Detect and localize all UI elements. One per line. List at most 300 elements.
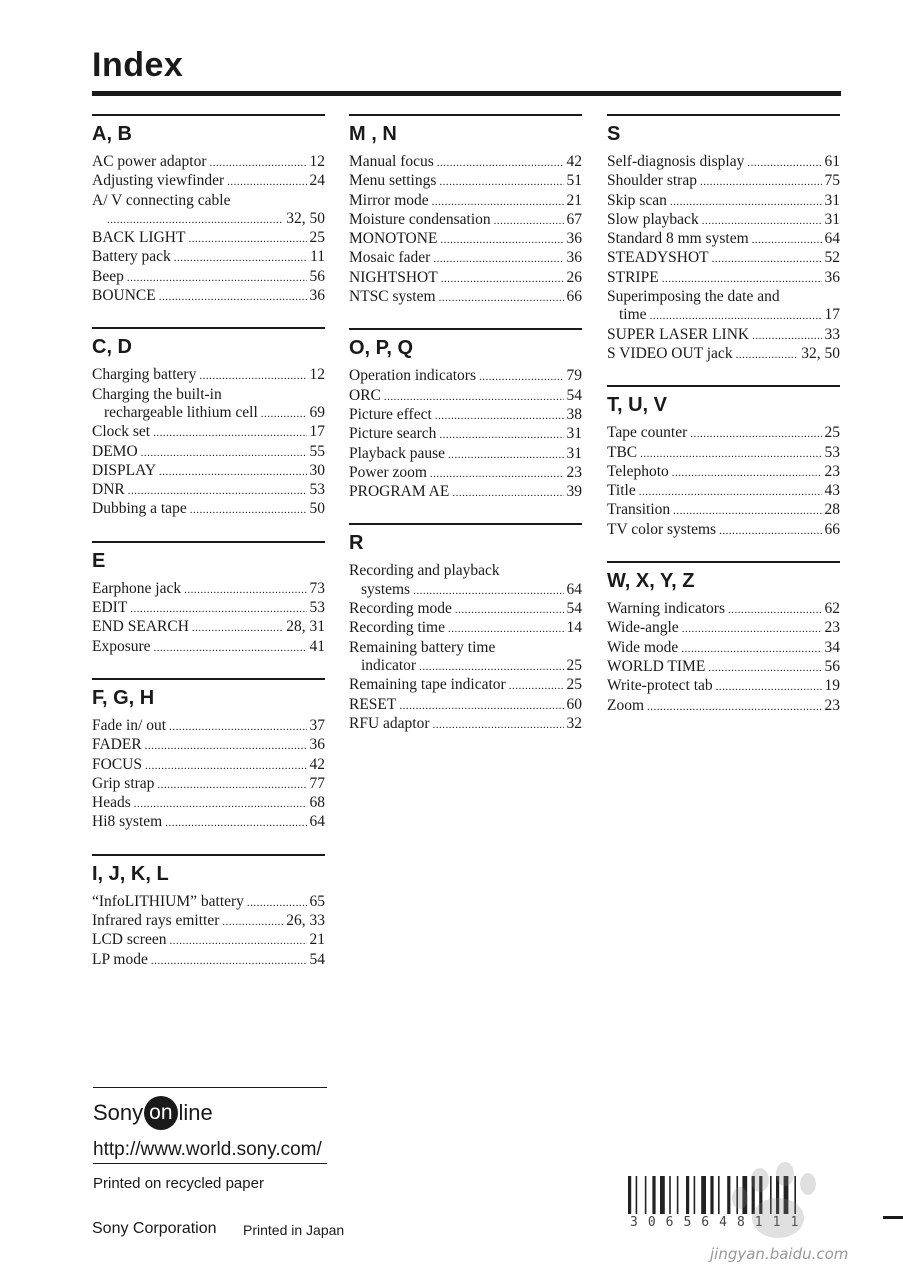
entry-page: 67 xyxy=(566,210,582,228)
entry-page: 25 xyxy=(566,676,582,694)
dot-leader xyxy=(165,814,306,832)
entry-term: Title xyxy=(607,482,636,500)
section-heading: A, B xyxy=(92,123,132,145)
index-entry xyxy=(92,618,325,637)
dot-leader xyxy=(153,424,306,442)
dot-leader xyxy=(479,368,564,386)
entry-term: MONOTONE xyxy=(349,230,438,248)
entry-page: 54 xyxy=(566,600,582,618)
dot-leader xyxy=(455,601,564,619)
dot-leader xyxy=(192,619,283,637)
dot-leader xyxy=(151,952,307,970)
entry-term: Warning indicators xyxy=(607,600,725,618)
index-section xyxy=(92,678,325,833)
entry-term: Beep xyxy=(92,267,124,285)
index-entry xyxy=(607,306,840,325)
index-entry xyxy=(349,581,582,600)
entry-page: 77 xyxy=(309,774,325,792)
index-entry xyxy=(92,404,325,423)
dot-leader xyxy=(712,250,822,268)
index-entry xyxy=(349,600,582,619)
dot-leader xyxy=(399,697,563,715)
dot-leader xyxy=(437,154,564,172)
dot-leader xyxy=(728,601,822,619)
dot-leader xyxy=(452,484,563,502)
barcode-bar xyxy=(694,1176,696,1214)
index-entry xyxy=(92,717,325,736)
dot-leader xyxy=(439,173,563,191)
index-entry xyxy=(607,619,840,638)
entry-page: 28 xyxy=(824,501,840,519)
entry-term: A/ V connecting cable xyxy=(92,191,231,209)
index-entry xyxy=(349,639,582,657)
index-entry xyxy=(607,600,840,619)
brand-on-circle: on xyxy=(144,1096,177,1130)
entry-term: systems xyxy=(361,580,411,598)
entry-term: Battery pack xyxy=(92,248,171,266)
index-entry xyxy=(349,288,582,307)
index-entry xyxy=(92,192,325,210)
entry-page: 75 xyxy=(824,172,840,190)
index-entry xyxy=(92,229,325,248)
dot-leader xyxy=(413,582,563,600)
dot-leader xyxy=(128,482,307,500)
entry-term: Operation indicators xyxy=(349,367,476,385)
entry-page: 51 xyxy=(566,172,582,190)
index-entry xyxy=(349,153,582,172)
index-entry xyxy=(92,500,325,519)
section-heading: T, U, V xyxy=(607,394,668,417)
entry-term: STRIPE xyxy=(607,268,659,286)
dot-leader xyxy=(682,620,822,638)
dot-leader xyxy=(199,367,306,385)
entry-term: Fade in/ out xyxy=(92,716,167,734)
entry-term: Earphone jack xyxy=(92,579,182,597)
entry-term: RFU adaptor xyxy=(349,714,430,732)
entry-page: 53 xyxy=(309,481,325,499)
index-entry xyxy=(607,288,840,306)
index-entry xyxy=(349,406,582,425)
entry-term: Dubbing a tape xyxy=(92,500,187,518)
index-entry xyxy=(607,444,840,463)
entry-page: 23 xyxy=(824,696,840,714)
entry-page: 25 xyxy=(566,656,582,674)
entry-term: Heads xyxy=(92,794,131,812)
section-heading: I, J, K, L xyxy=(92,862,169,885)
entry-page: 33 xyxy=(824,325,840,343)
entry-page: 52 xyxy=(824,249,840,267)
entry-page: 42 xyxy=(309,755,325,773)
section-heading: O, P, Q xyxy=(349,337,414,360)
dot-leader xyxy=(190,501,307,519)
entry-term: Playback pause xyxy=(349,444,445,462)
dot-leader xyxy=(509,677,564,695)
dot-leader xyxy=(134,795,307,813)
index-entry xyxy=(607,153,840,172)
section-heading: R xyxy=(349,532,364,555)
paw-watermark-icon xyxy=(700,1150,860,1260)
entry-page: 36 xyxy=(566,230,582,248)
index-section xyxy=(607,561,840,716)
entry-page: 36 xyxy=(824,268,840,286)
footer-rule-top xyxy=(93,1087,327,1088)
index-entry xyxy=(92,794,325,813)
entry-page: 14 xyxy=(566,619,582,637)
entry-page: 37 xyxy=(309,716,325,734)
dot-leader xyxy=(247,894,307,912)
index-entry xyxy=(92,736,325,755)
dot-leader xyxy=(188,230,306,248)
entry-term: rechargeable lithium cell xyxy=(104,403,258,421)
index-entry xyxy=(349,676,582,695)
index-entry xyxy=(92,366,325,385)
index-section xyxy=(92,854,325,970)
section-heading: W, X, Y, Z xyxy=(607,570,695,593)
entry-term: Transition xyxy=(607,501,671,519)
dot-leader xyxy=(673,502,821,520)
section-heading: F, G, H xyxy=(92,686,155,709)
entry-page: 60 xyxy=(566,695,582,713)
printed-in: Printed in Japan xyxy=(243,1222,345,1238)
entry-page: 54 xyxy=(566,386,582,404)
entry-term: STEADYSHOT xyxy=(607,249,709,267)
index-section xyxy=(92,541,325,657)
dot-leader xyxy=(227,173,306,191)
entry-page: 42 xyxy=(566,153,582,170)
entry-term: RESET xyxy=(349,695,397,713)
entry-page: 54 xyxy=(309,950,325,968)
entry-term: indicator xyxy=(361,656,417,674)
index-entry xyxy=(92,268,325,287)
index-entry xyxy=(607,697,840,716)
entry-page: 53 xyxy=(309,599,325,617)
dot-leader xyxy=(210,154,307,172)
dot-leader xyxy=(752,327,821,345)
section-heading: E xyxy=(92,549,106,572)
entry-term: S VIDEO OUT jack xyxy=(607,344,733,362)
entry-term: WORLD TIME xyxy=(607,657,706,675)
index-section xyxy=(349,328,582,502)
sony-online-logo xyxy=(93,1096,213,1130)
entry-page: 36 xyxy=(566,249,582,267)
dot-leader xyxy=(439,289,564,307)
entry-term: Remaining battery time xyxy=(349,638,496,656)
index-entry xyxy=(92,599,325,618)
entry-page: 31 xyxy=(824,210,840,228)
dot-leader xyxy=(448,620,564,638)
section-heading: M , N xyxy=(349,123,397,145)
entry-term: Mosaic fader xyxy=(349,249,431,267)
barcode-bar xyxy=(636,1176,638,1214)
entry-page: 66 xyxy=(824,520,840,538)
entry-term: Wide-angle xyxy=(607,619,679,637)
entry-page: 64 xyxy=(824,230,840,248)
index-entry xyxy=(607,521,840,540)
index-section xyxy=(92,327,325,519)
entry-term: PROGRAM AE xyxy=(349,483,450,501)
dot-leader xyxy=(650,307,822,325)
corporation-name: Sony Corporation xyxy=(92,1220,217,1237)
index-entry xyxy=(92,172,325,191)
dot-leader xyxy=(432,193,564,211)
dot-leader xyxy=(736,346,799,364)
index-entry xyxy=(607,639,840,658)
dot-leader xyxy=(184,581,306,599)
dot-leader xyxy=(169,718,306,736)
dot-leader xyxy=(174,249,307,267)
dot-leader xyxy=(430,465,564,483)
entry-term: Telephoto xyxy=(607,462,669,480)
entry-term: END SEARCH xyxy=(92,618,189,636)
section-heading: C, D xyxy=(92,336,132,359)
entry-page: 64 xyxy=(566,580,582,598)
dot-leader xyxy=(681,640,821,658)
entry-term: Zoom xyxy=(607,696,645,714)
barcode-bar xyxy=(686,1176,689,1214)
entry-page: 12 xyxy=(309,153,325,170)
entry-term: Clock set xyxy=(92,423,151,441)
entry-page: 68 xyxy=(309,794,325,812)
entry-page: 11 xyxy=(310,248,325,266)
entry-page: 23 xyxy=(566,463,582,481)
entry-page: 23 xyxy=(824,462,840,480)
entry-term: “InfoLITHIUM” battery xyxy=(92,892,244,910)
entry-term: Remaining tape indicator xyxy=(349,676,506,694)
entry-term: LCD screen xyxy=(92,931,167,949)
index-entry xyxy=(607,463,840,482)
entry-term: Slow playback xyxy=(607,210,699,228)
page-title: Index xyxy=(92,46,184,84)
index-entry xyxy=(349,483,582,502)
entry-page: 64 xyxy=(309,813,325,831)
entry-page: 39 xyxy=(566,483,582,501)
entry-page: 17 xyxy=(824,306,840,324)
dot-leader xyxy=(154,639,307,657)
entry-page: 23 xyxy=(824,619,840,637)
entry-page: 66 xyxy=(566,288,582,306)
dot-leader xyxy=(494,212,564,230)
entry-page: 73 xyxy=(309,579,325,597)
brand-sony: Sony xyxy=(93,1100,144,1125)
index-entry xyxy=(92,443,325,462)
dot-leader xyxy=(435,407,564,425)
index-section xyxy=(349,114,582,307)
entry-page: 53 xyxy=(824,443,840,461)
entry-term: Write-protect tab xyxy=(607,677,713,695)
entry-page: 41 xyxy=(309,637,325,655)
index-section xyxy=(92,114,325,306)
watermark-text: jingyan.baidu.com xyxy=(710,1245,849,1263)
index-entry xyxy=(92,462,325,481)
index-entry xyxy=(607,269,840,288)
section-heading: S xyxy=(607,123,621,145)
index-entry xyxy=(349,230,582,249)
index-column-2 xyxy=(349,114,582,755)
dot-leader xyxy=(433,250,563,268)
index-entry xyxy=(607,658,840,677)
index-column-3 xyxy=(607,114,840,737)
dot-leader xyxy=(157,776,306,794)
index-entry xyxy=(349,562,582,580)
entry-page: 25 xyxy=(824,424,840,442)
index-entry xyxy=(92,638,325,657)
index-entry xyxy=(92,931,325,950)
entry-term: Self-diagnosis display xyxy=(607,153,745,170)
barcode-bar xyxy=(677,1176,679,1214)
entry-term: Grip strap xyxy=(92,774,155,792)
entry-term: Hi8 system xyxy=(92,813,163,831)
entry-page: 26, 33 xyxy=(286,912,325,930)
index-entry xyxy=(349,192,582,211)
barcode-bar xyxy=(669,1176,671,1214)
entry-term: Picture effect xyxy=(349,405,432,423)
brand-line: line xyxy=(178,1100,213,1125)
entry-term: AC power adaptor xyxy=(92,153,207,170)
index-entry xyxy=(349,464,582,483)
entry-term: Recording mode xyxy=(349,600,452,618)
entry-term: Infrared rays emitter xyxy=(92,912,220,930)
index-entry xyxy=(92,481,325,500)
index-entry xyxy=(349,211,582,230)
entry-page: 31 xyxy=(566,444,582,462)
entry-page: 43 xyxy=(824,482,840,500)
dot-leader xyxy=(640,445,821,463)
entry-page: 55 xyxy=(309,442,325,460)
dot-leader xyxy=(708,659,821,677)
index-entry xyxy=(607,482,840,501)
entry-page: 32, 50 xyxy=(801,344,840,362)
entry-page: 56 xyxy=(309,267,325,285)
edge-mark xyxy=(883,1216,903,1219)
dot-leader xyxy=(702,212,822,230)
entry-page: 34 xyxy=(824,638,840,656)
dot-leader xyxy=(752,231,822,249)
index-entry xyxy=(349,619,582,638)
entry-page: 26 xyxy=(566,268,582,286)
index-entry xyxy=(607,192,840,211)
entry-term: Superimposing the date and xyxy=(607,288,780,306)
index-entry xyxy=(349,715,582,734)
dot-leader xyxy=(441,270,564,288)
dot-leader xyxy=(145,757,307,775)
index-column-1 xyxy=(92,114,325,991)
entry-page: 61 xyxy=(824,153,840,170)
entry-page: 32, 50 xyxy=(286,209,325,227)
index-entry xyxy=(607,249,840,268)
index-entry xyxy=(607,345,840,364)
barcode-digits: 3065648111 xyxy=(630,1215,809,1230)
index-entry xyxy=(92,423,325,442)
entry-term: Mirror mode xyxy=(349,191,429,209)
index-section xyxy=(349,523,582,734)
entry-page: 32 xyxy=(566,714,582,732)
index-entry xyxy=(92,756,325,775)
entry-page: 28, 31 xyxy=(286,618,325,636)
barcode-bar xyxy=(660,1176,665,1214)
entry-page: 38 xyxy=(566,405,582,423)
index-entry xyxy=(607,230,840,249)
index-entry xyxy=(92,813,325,832)
entry-page: 62 xyxy=(824,600,840,618)
entry-page: 17 xyxy=(309,423,325,441)
entry-term: NIGHTSHOT xyxy=(349,268,438,286)
entry-term: Adjusting viewfinder xyxy=(92,172,225,190)
dot-leader xyxy=(719,522,821,540)
index-entry xyxy=(607,677,840,696)
entry-page: 31 xyxy=(566,425,582,443)
entry-term: Picture search xyxy=(349,425,437,443)
dot-leader xyxy=(747,154,821,172)
index-entry xyxy=(349,445,582,464)
entry-page: 12 xyxy=(309,366,325,384)
title-rule xyxy=(92,91,841,96)
entry-page: 56 xyxy=(824,657,840,675)
entry-page: 69 xyxy=(309,403,325,421)
dot-leader xyxy=(141,444,307,462)
dot-leader xyxy=(433,716,564,734)
entry-page: 36 xyxy=(309,287,325,305)
index-entry xyxy=(92,210,325,229)
index-entry xyxy=(349,249,582,268)
index-entry xyxy=(607,211,840,230)
index-entry xyxy=(607,424,840,443)
index-entry xyxy=(92,580,325,599)
dot-leader xyxy=(145,737,307,755)
entry-page: 30 xyxy=(309,461,325,479)
dot-leader xyxy=(127,269,307,287)
index-entry xyxy=(92,951,325,970)
dot-leader xyxy=(159,463,306,481)
index-entry xyxy=(349,657,582,676)
dot-leader xyxy=(690,425,821,443)
entry-term: BOUNCE xyxy=(92,287,156,305)
entry-page: 31 xyxy=(824,191,840,209)
dot-leader xyxy=(419,658,563,676)
dot-leader xyxy=(169,932,306,950)
entry-term: LP mode xyxy=(92,950,148,968)
entry-term: Charging battery xyxy=(92,366,197,384)
index-entry xyxy=(92,287,325,306)
entry-term: time xyxy=(619,306,647,324)
entry-term: Standard 8 mm system xyxy=(607,230,749,248)
entry-term: ORC xyxy=(349,386,381,404)
dot-leader xyxy=(384,388,564,406)
dot-leader xyxy=(716,678,822,696)
entry-page: 19 xyxy=(824,677,840,695)
entry-term: TV color systems xyxy=(607,520,717,538)
entry-term: FADER xyxy=(92,736,142,754)
entry-term: Wide mode xyxy=(607,638,679,656)
index-entry xyxy=(92,893,325,912)
entry-term: Tape counter xyxy=(607,424,688,442)
index-entry xyxy=(92,775,325,794)
entry-term: Power zoom xyxy=(349,463,427,481)
entry-term: DISPLAY xyxy=(92,461,157,479)
index-section xyxy=(607,385,840,540)
index-entry xyxy=(92,248,325,267)
entry-term: FOCUS xyxy=(92,755,142,773)
dot-leader xyxy=(130,600,306,618)
dot-leader xyxy=(672,464,822,482)
barcode-bar xyxy=(652,1176,655,1214)
dot-leader xyxy=(107,211,283,229)
entry-page: 65 xyxy=(309,892,325,910)
entry-term: SUPER LASER LINK xyxy=(607,325,750,343)
index-entry xyxy=(349,172,582,191)
index-entry xyxy=(607,172,840,191)
entry-term: Shoulder strap xyxy=(607,172,697,190)
dot-leader xyxy=(440,231,563,249)
